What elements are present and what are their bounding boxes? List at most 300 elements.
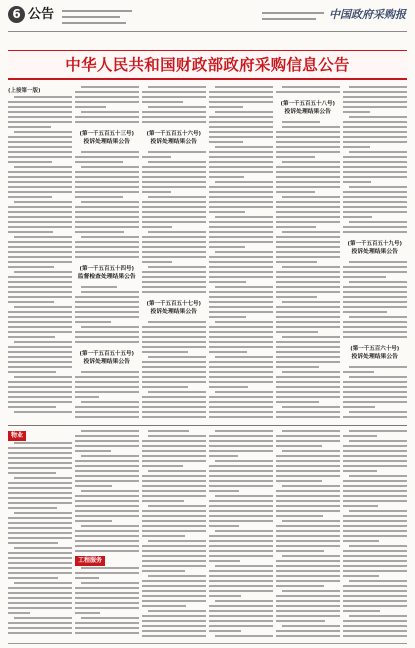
text-line [209,520,273,522]
text-line [343,505,378,507]
text-line [209,276,273,278]
text-line [8,492,72,494]
text-line [75,386,139,388]
text-line [276,386,340,388]
text-line [215,111,272,113]
notice-number: (第一千五百五十九号) [347,241,403,247]
text-line [148,151,205,153]
text-line [148,321,205,323]
text-line [343,470,377,472]
text-line [8,522,72,524]
text-line [142,520,206,522]
text-line [8,366,72,368]
notice-number: (第一千五百五十三号) [79,131,135,137]
text-line [75,587,139,589]
article-text [75,151,139,258]
text-line [209,540,273,542]
text-line [343,286,407,288]
ad-label-row [8,430,72,442]
text-line [343,136,407,138]
text-line [209,221,273,223]
notice-title: 投诉处理结果公告 [150,309,197,315]
text-line [215,216,272,218]
text-line [75,411,139,413]
text-line [209,450,273,452]
text-line [276,316,340,318]
text-line [209,575,273,577]
text-line [209,186,273,188]
text-line [276,296,317,298]
masthead [0,0,415,31]
text-line [142,416,206,418]
text-line [276,226,316,228]
text-line [142,211,206,213]
article-text [75,86,139,123]
text-line [8,351,72,353]
text-line [14,582,71,584]
notice-number: (第一千五百五十八号) [280,101,336,107]
text-line [75,406,139,408]
text-line [8,447,72,449]
text-line [349,151,406,153]
text-line [142,600,206,602]
text-line [8,497,72,499]
text-line [209,116,273,118]
text-line [276,356,340,358]
text-line [276,186,340,188]
text-line [209,625,273,627]
text-line [8,572,72,574]
text-line [8,396,72,398]
text-line [14,96,71,98]
text-line [209,376,273,378]
text-line [343,106,407,108]
column-1 [8,86,72,422]
text-line [142,580,206,582]
text-line [75,186,139,188]
header-text-line [262,12,324,14]
text-line [215,356,272,358]
text-line [209,301,273,303]
text-line [75,196,123,198]
text-line [276,246,340,248]
text-line [276,580,340,582]
text-line [209,136,273,138]
text-line [8,291,72,293]
text-line [343,585,407,587]
text-line [142,625,206,627]
text-line [142,281,206,283]
text-line [142,480,206,482]
text-line [142,455,206,457]
text-line [209,196,273,198]
text-line [142,221,206,223]
text-line [75,435,139,437]
text-line [282,485,339,487]
notice-heading [343,341,407,366]
text-line [209,331,273,333]
text-line [276,286,340,288]
text-line [8,452,72,454]
text-line [209,615,273,617]
text-line [276,615,340,617]
text-line [343,435,377,437]
text-line [142,445,206,447]
text-line [349,116,406,118]
text-line [8,371,56,373]
text-line [276,261,317,263]
text-line [349,86,406,88]
text-line [8,116,72,118]
text-line [142,570,185,572]
text-line [343,600,407,602]
notice-title: 投诉处理结果公告 [351,249,398,255]
text-line [75,96,139,98]
text-line [75,106,106,108]
text-line [209,435,273,437]
text-line [142,381,206,383]
text-line [8,602,72,604]
text-line [276,401,319,403]
text-line [343,525,407,527]
text-line [209,246,245,248]
text-line [75,316,139,318]
text-line [276,635,340,637]
text-line [81,151,138,153]
text-line [276,151,340,153]
text-line [75,485,112,487]
text-line [209,266,273,268]
text-line [276,620,325,622]
text-line [8,567,72,569]
text-line [8,111,72,113]
text-line [209,381,273,383]
text-line [75,121,139,123]
text-line [14,376,71,378]
notice-columns [8,86,407,422]
text-line [142,530,206,532]
text-line [343,126,407,128]
text-line [209,326,273,328]
text-line [75,391,139,393]
text-line [75,540,139,542]
ad-category-label: 物业 [8,431,26,441]
text-line [75,572,139,574]
text-line [343,301,407,303]
header-text-line [62,10,132,12]
text-line [209,156,273,158]
text-line [75,181,139,183]
text-line [8,171,72,173]
text-line [276,600,340,602]
text-line [276,510,340,512]
text-line [276,595,340,597]
text-line [148,86,205,88]
text-line [282,371,339,373]
text-line [75,216,139,218]
text-line [8,211,72,213]
text-line [8,326,72,328]
text-line [343,321,407,323]
text-line [8,151,72,153]
text-line [209,346,273,348]
notice-number: (第一千五百五十六号) [146,131,202,137]
text-line [81,371,138,373]
text-line [75,632,139,634]
notice-title: 监督检查处理结果公告 [77,274,136,280]
text-line [209,231,273,233]
text-line [276,136,340,138]
text-line [276,146,340,148]
text-line [8,281,72,283]
text-line [209,550,273,552]
text-line [343,101,407,103]
text-line [14,131,71,133]
text-line [81,582,138,584]
text-line [75,296,139,298]
text-line [14,236,71,238]
text-line [75,530,139,532]
text-line [282,590,339,592]
text-line [14,547,71,549]
text-line [209,406,273,408]
text-line [142,411,206,413]
text-line [282,266,339,268]
text-line [148,540,205,542]
text-line [209,91,273,93]
text-line [8,552,72,554]
text-line [8,627,72,629]
text-line [14,306,71,308]
text-line [75,91,139,93]
text-line [343,211,407,213]
text-line [75,306,139,308]
text-line [349,186,406,188]
text-line [8,401,72,403]
text-line [75,156,139,158]
text-line [282,450,339,452]
text-line [8,316,72,318]
text-line [209,505,273,507]
text-line [8,206,72,208]
text-line [276,181,340,183]
text-line [142,216,206,218]
text-line [276,211,340,213]
text-line [349,261,406,263]
text-line [75,246,139,248]
text-line [142,241,206,243]
text-line [75,440,139,442]
article-text [142,86,206,123]
text-line [142,535,185,537]
column-3 [142,86,206,422]
text-line [209,605,273,607]
text-line [343,465,407,467]
text-line [343,605,407,607]
banner [8,50,407,80]
text-line [209,630,241,632]
text-line [276,455,340,457]
text-line [142,555,206,557]
text-line [8,537,72,539]
notice-heading [75,261,139,286]
text-line [148,161,205,163]
text-line [142,495,206,497]
text-line [343,540,379,542]
text-line [8,336,55,338]
text-line [8,246,72,248]
text-line [343,191,407,193]
article-text [343,261,407,338]
text-line [276,515,323,517]
ad-label-row [75,555,139,567]
notice-number: (第一千五百五十五号) [79,351,135,357]
text-line [276,131,340,133]
text-line [209,416,273,418]
text-line [276,251,340,253]
text-line [209,610,273,612]
text-line [142,271,206,273]
text-line [142,91,206,93]
text-line [343,610,380,612]
text-line [209,386,248,388]
text-line [148,266,205,268]
text-line [209,141,243,143]
text-line [75,592,139,594]
text-line [209,291,273,293]
text-line [276,381,340,383]
text-line [8,542,58,544]
text-line [75,341,139,343]
text-line [349,510,406,512]
text-line [142,121,206,123]
text-line [75,622,139,624]
text-line [142,386,188,388]
text-line [142,590,206,592]
header-text-line [62,22,126,24]
text-line [276,311,340,313]
text-line [8,597,72,599]
text-line [276,570,340,572]
text-line [142,236,206,238]
ad-column-1 [8,430,72,640]
text-line [282,196,339,198]
text-line [276,221,340,223]
text-line [209,351,247,353]
text-line [142,166,206,168]
text-line [75,515,139,517]
text-line [209,151,273,153]
text-line [215,635,272,637]
text-line [276,236,340,238]
ad-category-label: 工程服务 [75,556,105,566]
ad-text [142,430,206,637]
text-line [14,617,71,619]
text-line [8,406,56,408]
text-line [343,555,407,557]
text-line [343,156,407,158]
text-line [276,291,340,293]
text-line [276,376,340,378]
text-line [343,500,407,502]
text-line [276,470,340,472]
text-line [8,251,72,253]
text-line [343,490,407,492]
header-text-line [62,16,120,18]
text-line [282,121,320,123]
text-line [8,276,72,278]
text-line [75,211,139,213]
text-line [209,261,273,263]
text-line [343,635,407,637]
text-line [75,321,111,323]
text-line [276,341,340,343]
text-line [276,201,340,203]
text-line [349,430,406,432]
text-line [81,291,138,293]
text-line [276,610,340,612]
text-line [14,341,71,343]
text-line [142,401,206,403]
text-line [209,361,273,363]
text-line [343,590,407,592]
text-line [209,411,273,413]
text-line [343,515,407,517]
text-line [142,291,206,293]
text-line [8,462,72,464]
text-line [343,111,370,113]
text-line [142,276,206,278]
text-line [8,482,72,484]
text-line [209,126,273,128]
text-line [343,161,407,163]
text-line [209,226,273,228]
text-line [209,311,273,313]
text-line [209,485,273,487]
text-line [75,445,139,447]
text-line [142,326,206,328]
text-line [209,475,273,477]
text-line [8,216,72,218]
text-line [276,500,340,502]
text-line [142,550,206,552]
text-line [8,381,72,383]
text-line [8,226,72,228]
text-line [343,91,407,93]
text-line [209,580,273,582]
text-line [142,256,206,258]
text-line [142,406,206,408]
text-line [209,371,273,373]
text-line [75,416,139,418]
article-text [75,371,139,418]
text-line [142,440,206,442]
text-line [209,570,273,572]
text-line [276,271,340,273]
text-line [215,495,272,497]
text-line [8,457,72,459]
article-text [209,86,273,418]
continued-from-label: (上接第一版) [8,88,41,94]
text-line [209,590,273,592]
text-line [343,570,407,572]
text-line [8,231,53,233]
text-line [75,191,139,193]
text-line [343,391,407,393]
text-line [343,231,407,233]
text-line [14,166,71,168]
text-line [276,351,340,353]
